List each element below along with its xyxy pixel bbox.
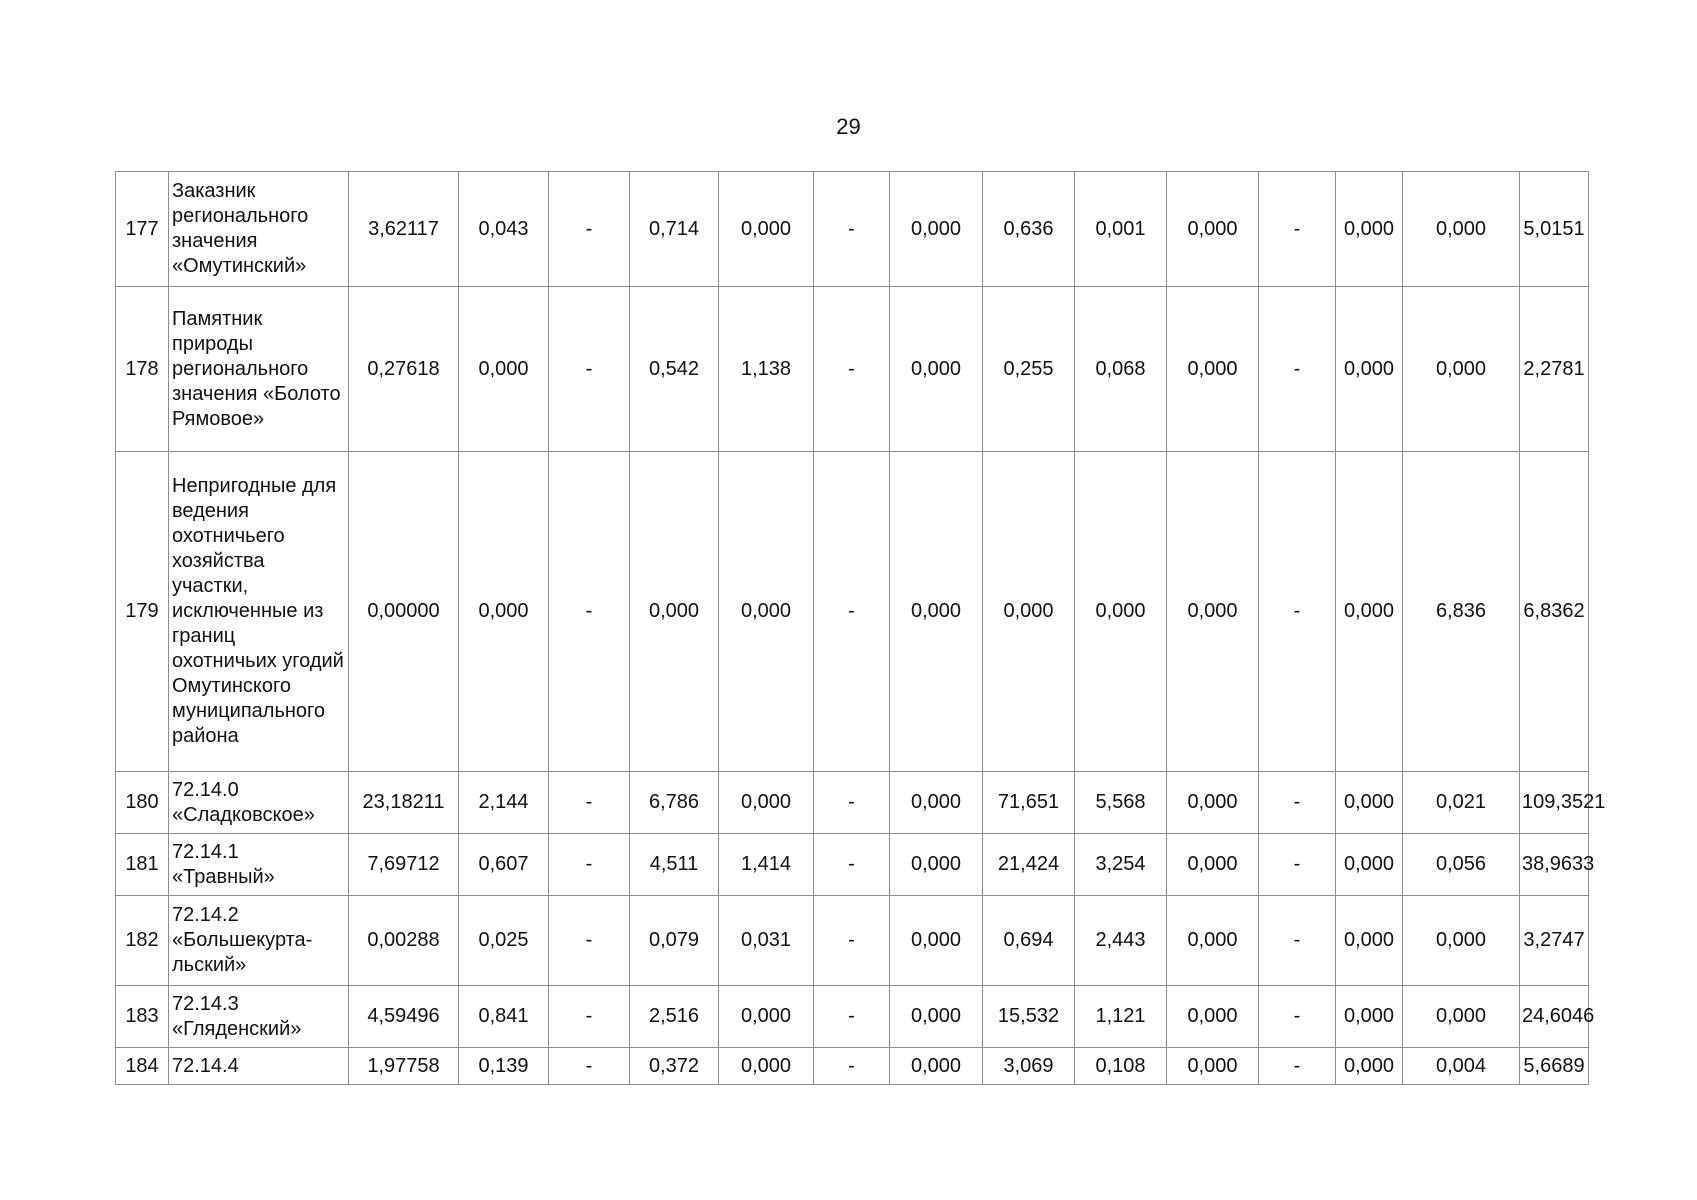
value-cell: 0,000 [1167,172,1259,287]
value-cell: 0,372 [630,1048,719,1085]
table-row [116,172,1589,287]
value-cell: 0,000 [1403,896,1520,986]
value-cell: - [549,834,630,896]
value-cell: 0,000 [1336,896,1403,986]
value-cell: 0,000 [890,896,983,986]
total-cell: 6,8362 [1520,452,1589,772]
total-cell: 5,6689 [1520,1048,1589,1085]
value-cell: - [814,986,890,1048]
value-cell: 0,000 [1336,452,1403,772]
value-cell: 0,000 [459,452,549,772]
value-cell: 0,000 [719,452,814,772]
total-cell: 24,6046 [1520,986,1589,1048]
value-cell: - [549,896,630,986]
value-cell: - [1259,172,1336,287]
value-cell: 0,079 [630,896,719,986]
value-cell: 0,000 [890,452,983,772]
value-cell: 0,000 [1075,452,1167,772]
value-cell: 23,18211 [349,772,459,834]
table-row [116,834,1589,896]
value-cell: - [549,452,630,772]
value-cell: 0,000 [1167,287,1259,452]
data-table [115,171,1606,1085]
value-cell: 1,97758 [349,1048,459,1085]
row-name: 72.14.1 «Травный» [169,834,349,896]
value-cell: - [1259,986,1336,1048]
row-name: Заказник регионального значения «Омутинский» [169,172,349,287]
value-cell: 0,000 [890,986,983,1048]
row-number: 183 [116,986,169,1048]
value-cell: - [1259,896,1336,986]
value-cell: 1,121 [1075,986,1167,1048]
value-cell: 0,694 [983,896,1075,986]
row-name: 72.14.3 «Гляденский» [169,986,349,1048]
value-cell: - [549,1048,630,1085]
value-cell: 0,000 [1336,172,1403,287]
value-cell: 0,000 [630,452,719,772]
value-cell: 0,607 [459,834,549,896]
value-cell: 6,786 [630,772,719,834]
value-cell: 0,004 [1403,1048,1520,1085]
value-cell: - [549,172,630,287]
value-cell: 0,056 [1403,834,1520,896]
value-cell: 4,59496 [349,986,459,1048]
total-cell: 109,3521 [1520,772,1589,834]
value-cell: - [814,172,890,287]
value-cell: 0,021 [1403,772,1520,834]
value-cell: 0,542 [630,287,719,452]
value-cell: 0,000 [1336,834,1403,896]
value-cell: 0,000 [1336,986,1403,1048]
value-cell: - [549,986,630,1048]
value-cell: 0,025 [459,896,549,986]
value-cell: 0,000 [719,986,814,1048]
row-number: 179 [116,452,169,772]
value-cell: 2,516 [630,986,719,1048]
value-cell: 1,414 [719,834,814,896]
value-cell: 0,000 [719,772,814,834]
value-cell: 3,62117 [349,172,459,287]
value-cell: 0,000 [890,172,983,287]
value-cell: 0,255 [983,287,1075,452]
value-cell: - [814,772,890,834]
value-cell: 6,836 [1403,452,1520,772]
value-cell: 21,424 [983,834,1075,896]
value-cell: 3,254 [1075,834,1167,896]
row-number: 184 [116,1048,169,1085]
value-cell: 0,000 [1336,287,1403,452]
value-cell: 2,443 [1075,896,1167,986]
value-cell: 0,27618 [349,287,459,452]
value-cell: 1,138 [719,287,814,452]
value-cell: - [1259,287,1336,452]
value-cell: 0,714 [630,172,719,287]
value-cell: 4,511 [630,834,719,896]
value-cell: 0,000 [890,287,983,452]
value-cell: 15,532 [983,986,1075,1048]
value-cell: 0,000 [459,287,549,452]
total-cell: 2,2781 [1520,287,1589,452]
value-cell: 0,000 [1167,834,1259,896]
row-number: 177 [116,172,169,287]
value-cell: 0,000 [1403,172,1520,287]
total-cell: 5,0151 [1520,172,1589,287]
row-name: 72.14.2 «Большекурта-льский» [169,896,349,986]
value-cell: 0,000 [1167,986,1259,1048]
value-cell: 0,000 [890,772,983,834]
value-cell: 0,000 [719,172,814,287]
value-cell: 0,001 [1075,172,1167,287]
value-cell: 0,031 [719,896,814,986]
value-cell: 0,636 [983,172,1075,287]
value-cell: 71,651 [983,772,1075,834]
row-number: 178 [116,287,169,452]
value-cell: 0,000 [1167,1048,1259,1085]
value-cell: 0,043 [459,172,549,287]
value-cell: 0,00000 [349,452,459,772]
value-cell: 0,000 [890,834,983,896]
total-cell: 3,2747 [1520,896,1589,986]
value-cell: - [1259,1048,1336,1085]
value-cell: 7,69712 [349,834,459,896]
value-cell: - [1259,772,1336,834]
value-cell: 0,068 [1075,287,1167,452]
value-cell: 0,000 [1403,986,1520,1048]
value-cell: 0,000 [1403,287,1520,452]
row-number: 182 [116,896,169,986]
value-cell: 0,00288 [349,896,459,986]
row-number: 181 [116,834,169,896]
value-cell: 0,000 [1336,1048,1403,1085]
value-cell: 0,000 [1167,772,1259,834]
value-cell: 0,000 [1336,772,1403,834]
table-row [116,1048,1589,1085]
value-cell: - [1259,834,1336,896]
value-cell: - [814,287,890,452]
value-cell: - [814,452,890,772]
value-cell: - [549,772,630,834]
row-name: Непригодные для ведения охотничьего хозяйства участки, исключенные из границ охотничьих угодий Омутинского муниципального района [169,452,349,772]
value-cell: 2,144 [459,772,549,834]
table-row [116,772,1589,834]
row-name: 72.14.0 «Сладковское» [169,772,349,834]
row-number: 180 [116,772,169,834]
value-cell: 0,000 [890,1048,983,1085]
page-number: 29 [836,114,861,139]
table-row [116,452,1589,772]
value-cell: 0,000 [1167,452,1259,772]
value-cell: 0,139 [459,1048,549,1085]
row-name: 72.14.4 [169,1048,349,1085]
table-row [116,986,1589,1048]
value-cell: - [814,834,890,896]
value-cell: 0,000 [719,1048,814,1085]
value-cell: 0,841 [459,986,549,1048]
table-row [116,896,1589,986]
total-cell: 38,9633 [1520,834,1589,896]
value-cell: - [549,287,630,452]
value-cell: 0,108 [1075,1048,1167,1085]
row-name: Памятник природы регионального значения «Болото Рямовое» [169,287,349,452]
table-body [116,172,1606,1085]
value-cell: - [814,896,890,986]
value-cell: 0,000 [983,452,1075,772]
value-cell: - [814,1048,890,1085]
value-cell: 5,568 [1075,772,1167,834]
value-cell: 0,000 [1167,896,1259,986]
value-cell: - [1259,452,1336,772]
table-row [116,287,1589,452]
value-cell: 3,069 [983,1048,1075,1085]
